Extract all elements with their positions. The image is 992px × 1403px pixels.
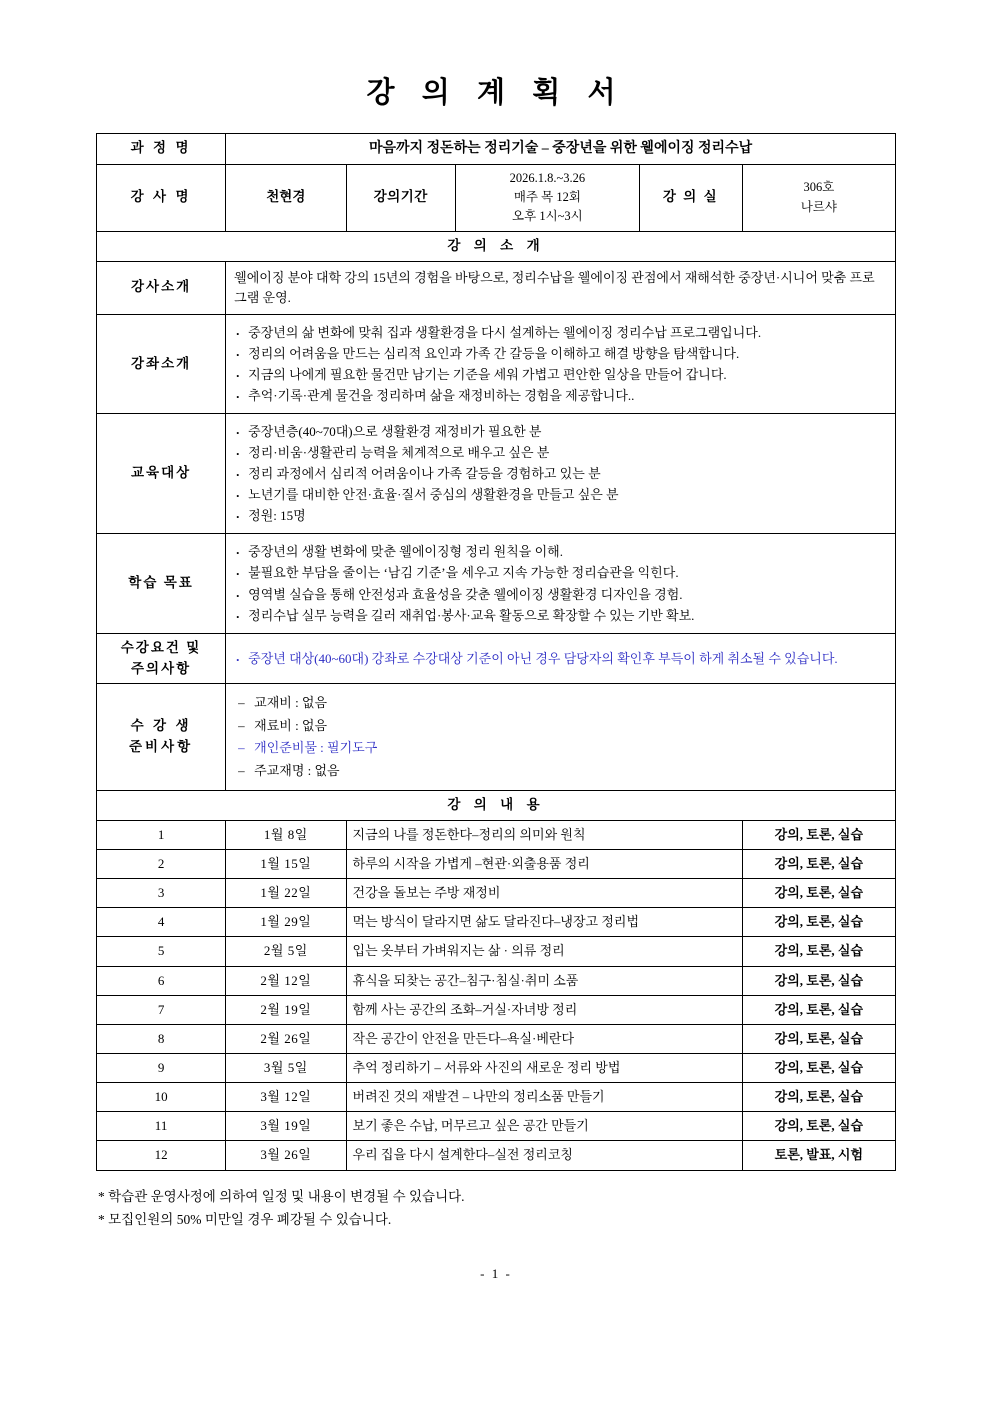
period-line1: 2026.1.8.~3.26 — [509, 170, 586, 185]
intro-section-heading: 강 의 소 개 — [97, 231, 896, 261]
goal-label: 학습 목표 — [97, 534, 226, 633]
goal-list-cell — [226, 534, 896, 633]
table-row — [97, 820, 896, 849]
requirement-label — [97, 633, 226, 684]
table-row — [97, 1024, 896, 1053]
schedule-date: 2월 5일 — [226, 937, 346, 966]
list-item: . 영역별 실습을 통해 안전성과 효율성을 갖춘 웰에이징 생활환경 디자인을 경험. — [234, 584, 887, 605]
table-row-instructor-intro — [97, 261, 896, 314]
list-item: . 중장년층(40~70대)으로 생활환경 재정비가 필요한 분 — [234, 421, 887, 442]
requirement-label-line1: 수강요건 및 — [120, 639, 202, 655]
table-row — [97, 908, 896, 937]
table-row-prepare — [97, 684, 896, 790]
schedule-no: 10 — [97, 1083, 226, 1112]
table-row-intro-heading — [97, 231, 896, 261]
schedule-topic: 함께 사는 공간의 조화–거실·자녀방 정리 — [346, 995, 742, 1024]
table-row — [97, 1112, 896, 1141]
schedule-topic: 건강을 돌보는 주방 재정비 — [346, 879, 742, 908]
table-row-instructor — [97, 164, 896, 231]
list-item: . 정원: 15명 — [234, 505, 887, 526]
instructor-intro-text: 웰에이징 분야 대학 강의 15년의 경험을 바탕으로, 정리수납을 웰에이징 관점에서 재해석한 중장년·시니어 맞춤 프로그램 운영. — [226, 261, 896, 314]
schedule-method: 강의, 토론, 실습 — [742, 937, 895, 966]
schedule-date: 1월 8일 — [226, 820, 346, 849]
schedule-no: 12 — [97, 1141, 226, 1170]
target-label: 교육대상 — [97, 414, 226, 534]
list-item: . 지금의 나에게 필요한 물건만 남기는 기준을 세워 가볍고 편안한 일상을 만들어 갑니다. — [234, 364, 887, 385]
schedule-no: 5 — [97, 937, 226, 966]
schedule-topic: 지금의 나를 정돈한다–정리의 의미와 원칙 — [346, 820, 742, 849]
list-item: . 정리·비움·생활관리 능력을 체계적으로 배우고 싶은 분 — [234, 442, 887, 463]
schedule-method: 강의, 토론, 실습 — [742, 1083, 895, 1112]
course-plan-table — [96, 133, 896, 1171]
schedule-no: 1 — [97, 820, 226, 849]
schedule-date: 1월 22일 — [226, 879, 346, 908]
list-item: . 노년기를 대비한 안전·효율·질서 중심의 생활환경을 만들고 싶은 분 — [234, 484, 887, 505]
schedule-topic: 버려진 것의 재발견 – 나만의 정리소품 만들기 — [346, 1083, 742, 1112]
course-intro-list-cell — [226, 315, 896, 414]
schedule-method: 토론, 발표, 시험 — [742, 1141, 895, 1170]
schedule-no: 4 — [97, 908, 226, 937]
prepare-label-line1: 수 강 생 — [130, 718, 192, 734]
prepare-label — [97, 684, 226, 790]
schedule-method: 강의, 토론, 실습 — [742, 966, 895, 995]
list-item: . 중장년 대상(40~60대) 강좌로 수강대상 기준이 아닌 경우 담당자의 확인후 부득이 하게 취소될 수 있습니다. — [234, 648, 887, 669]
requirement-cell — [226, 633, 896, 684]
list-item: . 중장년의 생활 변화에 맞춘 웰에이징형 정리 원칙을 이해. — [234, 541, 887, 562]
schedule-topic: 보기 좋은 수납, 머무르고 싶은 공간 만들기 — [346, 1112, 742, 1141]
schedule-date: 2월 19일 — [226, 995, 346, 1024]
list-item: – 주교재명 : 없음 — [238, 760, 887, 782]
room-value — [742, 164, 895, 231]
schedule-topic: 작은 공간이 안전을 만든다–욕실·베란다 — [346, 1024, 742, 1053]
table-row — [97, 879, 896, 908]
target-list — [234, 421, 887, 526]
table-row — [97, 1053, 896, 1082]
schedule-date: 3월 19일 — [226, 1112, 346, 1141]
schedule-topic: 우리 집을 다시 설계한다–실전 정리코칭 — [346, 1141, 742, 1170]
instructor-value: 천현경 — [226, 164, 346, 231]
period-line2: 매주 목 12회 — [513, 190, 581, 205]
room-label: 강 의 실 — [639, 164, 742, 231]
list-item: – 개인준비물 : 필기도구 — [238, 737, 887, 759]
table-row — [97, 1083, 896, 1112]
prepare-label-line2: 준비사항 — [128, 739, 194, 755]
page-number: - 1 - — [480, 1265, 512, 1281]
schedule-no: 8 — [97, 1024, 226, 1053]
instructor-intro-label: 강사소개 — [97, 261, 226, 314]
page-title: 강 의 계 획 서 — [366, 77, 626, 109]
table-row — [97, 1141, 896, 1170]
goal-list — [234, 541, 887, 625]
prepare-list — [238, 692, 887, 781]
schedule-no: 3 — [97, 879, 226, 908]
course-name-label: 과 정 명 — [97, 134, 226, 165]
footnote-2: * 모집인원의 50% 미만일 경우 폐강될 수 있습니다. — [98, 1212, 392, 1228]
list-item: . 정리 과정에서 심리적 어려움이나 가족 갈등을 경험하고 있는 분 — [234, 463, 887, 484]
schedule-date: 2월 26일 — [226, 1024, 346, 1053]
list-item: – 교재비 : 없음 — [238, 692, 887, 714]
room-line1: 306호 — [803, 180, 835, 195]
list-item: – 재료비 : 없음 — [238, 715, 887, 737]
schedule-date: 2월 12일 — [226, 966, 346, 995]
schedule-method: 강의, 토론, 실습 — [742, 820, 895, 849]
table-row — [97, 966, 896, 995]
schedule-no: 7 — [97, 995, 226, 1024]
course-intro-label: 강좌소개 — [97, 315, 226, 414]
requirement-list — [234, 648, 887, 669]
list-item: . 추억·기록·관계 물건을 정리하며 삶을 재정비하는 경험을 제공합니다.. — [234, 385, 887, 406]
table-row — [97, 995, 896, 1024]
list-item: . 정리수납 실무 능력을 길러 재취업·봉사·교육 활동으로 확장할 수 있는 기반 확보. — [234, 605, 887, 626]
schedule-method: 강의, 토론, 실습 — [742, 879, 895, 908]
schedule-method: 강의, 토론, 실습 — [742, 849, 895, 878]
footnote-1: * 학습관 운영사정에 의하여 일정 및 내용이 변경될 수 있습니다. — [98, 1188, 465, 1204]
prepare-cell — [226, 684, 896, 790]
table-row-target — [97, 414, 896, 534]
schedule-heading: 강 의 내 용 — [97, 790, 896, 820]
schedule-method: 강의, 토론, 실습 — [742, 908, 895, 937]
schedule-date: 3월 5일 — [226, 1053, 346, 1082]
table-row — [97, 849, 896, 878]
period-value — [455, 164, 639, 231]
schedule-method: 강의, 토론, 실습 — [742, 995, 895, 1024]
instructor-label: 강 사 명 — [97, 164, 226, 231]
table-row-goal — [97, 534, 896, 633]
room-line2: 나르샤 — [800, 199, 837, 214]
list-item: . 불필요한 부담을 줄이는 ‘남김 기준’을 세우고 지속 가능한 정리습관을 익힌다. — [234, 562, 887, 583]
table-row-course-name — [97, 134, 896, 165]
schedule-no: 11 — [97, 1112, 226, 1141]
schedule-topic: 휴식을 되찾는 공간–침구·침실·취미 소품 — [346, 966, 742, 995]
list-item: . 중장년의 삶 변화에 맞춰 집과 생활환경을 다시 설계하는 웰에이징 정리수납 프로그램입니다. — [234, 322, 887, 343]
list-item: . 정리의 어려움을 만드는 심리적 요인과 가족 간 갈등을 이해하고 해결 방향을 탐색합니다. — [234, 343, 887, 364]
requirement-label-line2: 주의사항 — [130, 660, 192, 676]
course-intro-list — [234, 322, 887, 406]
schedule-method: 강의, 토론, 실습 — [742, 1053, 895, 1082]
schedule-no: 2 — [97, 849, 226, 878]
schedule-date: 1월 29일 — [226, 908, 346, 937]
period-label: 강의기간 — [346, 164, 455, 231]
schedule-topic: 입는 옷부터 가벼워지는 삶 · 의류 정리 — [346, 937, 742, 966]
table-row-schedule-heading — [97, 790, 896, 820]
schedule-date: 3월 12일 — [226, 1083, 346, 1112]
schedule-method: 강의, 토론, 실습 — [742, 1024, 895, 1053]
target-list-cell — [226, 414, 896, 534]
table-row-course-intro — [97, 315, 896, 414]
schedule-topic: 추억 정리하기 – 서류와 사진의 새로운 정리 방법 — [346, 1053, 742, 1082]
table-row-requirement — [97, 633, 896, 684]
period-line3: 오후 1시~3시 — [512, 209, 583, 224]
schedule-method: 강의, 토론, 실습 — [742, 1112, 895, 1141]
schedule-no: 9 — [97, 1053, 226, 1082]
schedule-topic: 먹는 방식이 달라지면 삶도 달라진다–냉장고 정리법 — [346, 908, 742, 937]
table-row — [97, 937, 896, 966]
schedule-date: 3월 26일 — [226, 1141, 346, 1170]
schedule-date: 1월 15일 — [226, 849, 346, 878]
schedule-topic: 하루의 시작을 가볍게 –현관·외출용품 정리 — [346, 849, 742, 878]
course-name-value: 마음까지 정돈하는 정리기술 – 중장년을 위한 웰에이징 정리수납 — [226, 134, 896, 165]
schedule-no: 6 — [97, 966, 226, 995]
footnotes — [96, 1185, 896, 1232]
